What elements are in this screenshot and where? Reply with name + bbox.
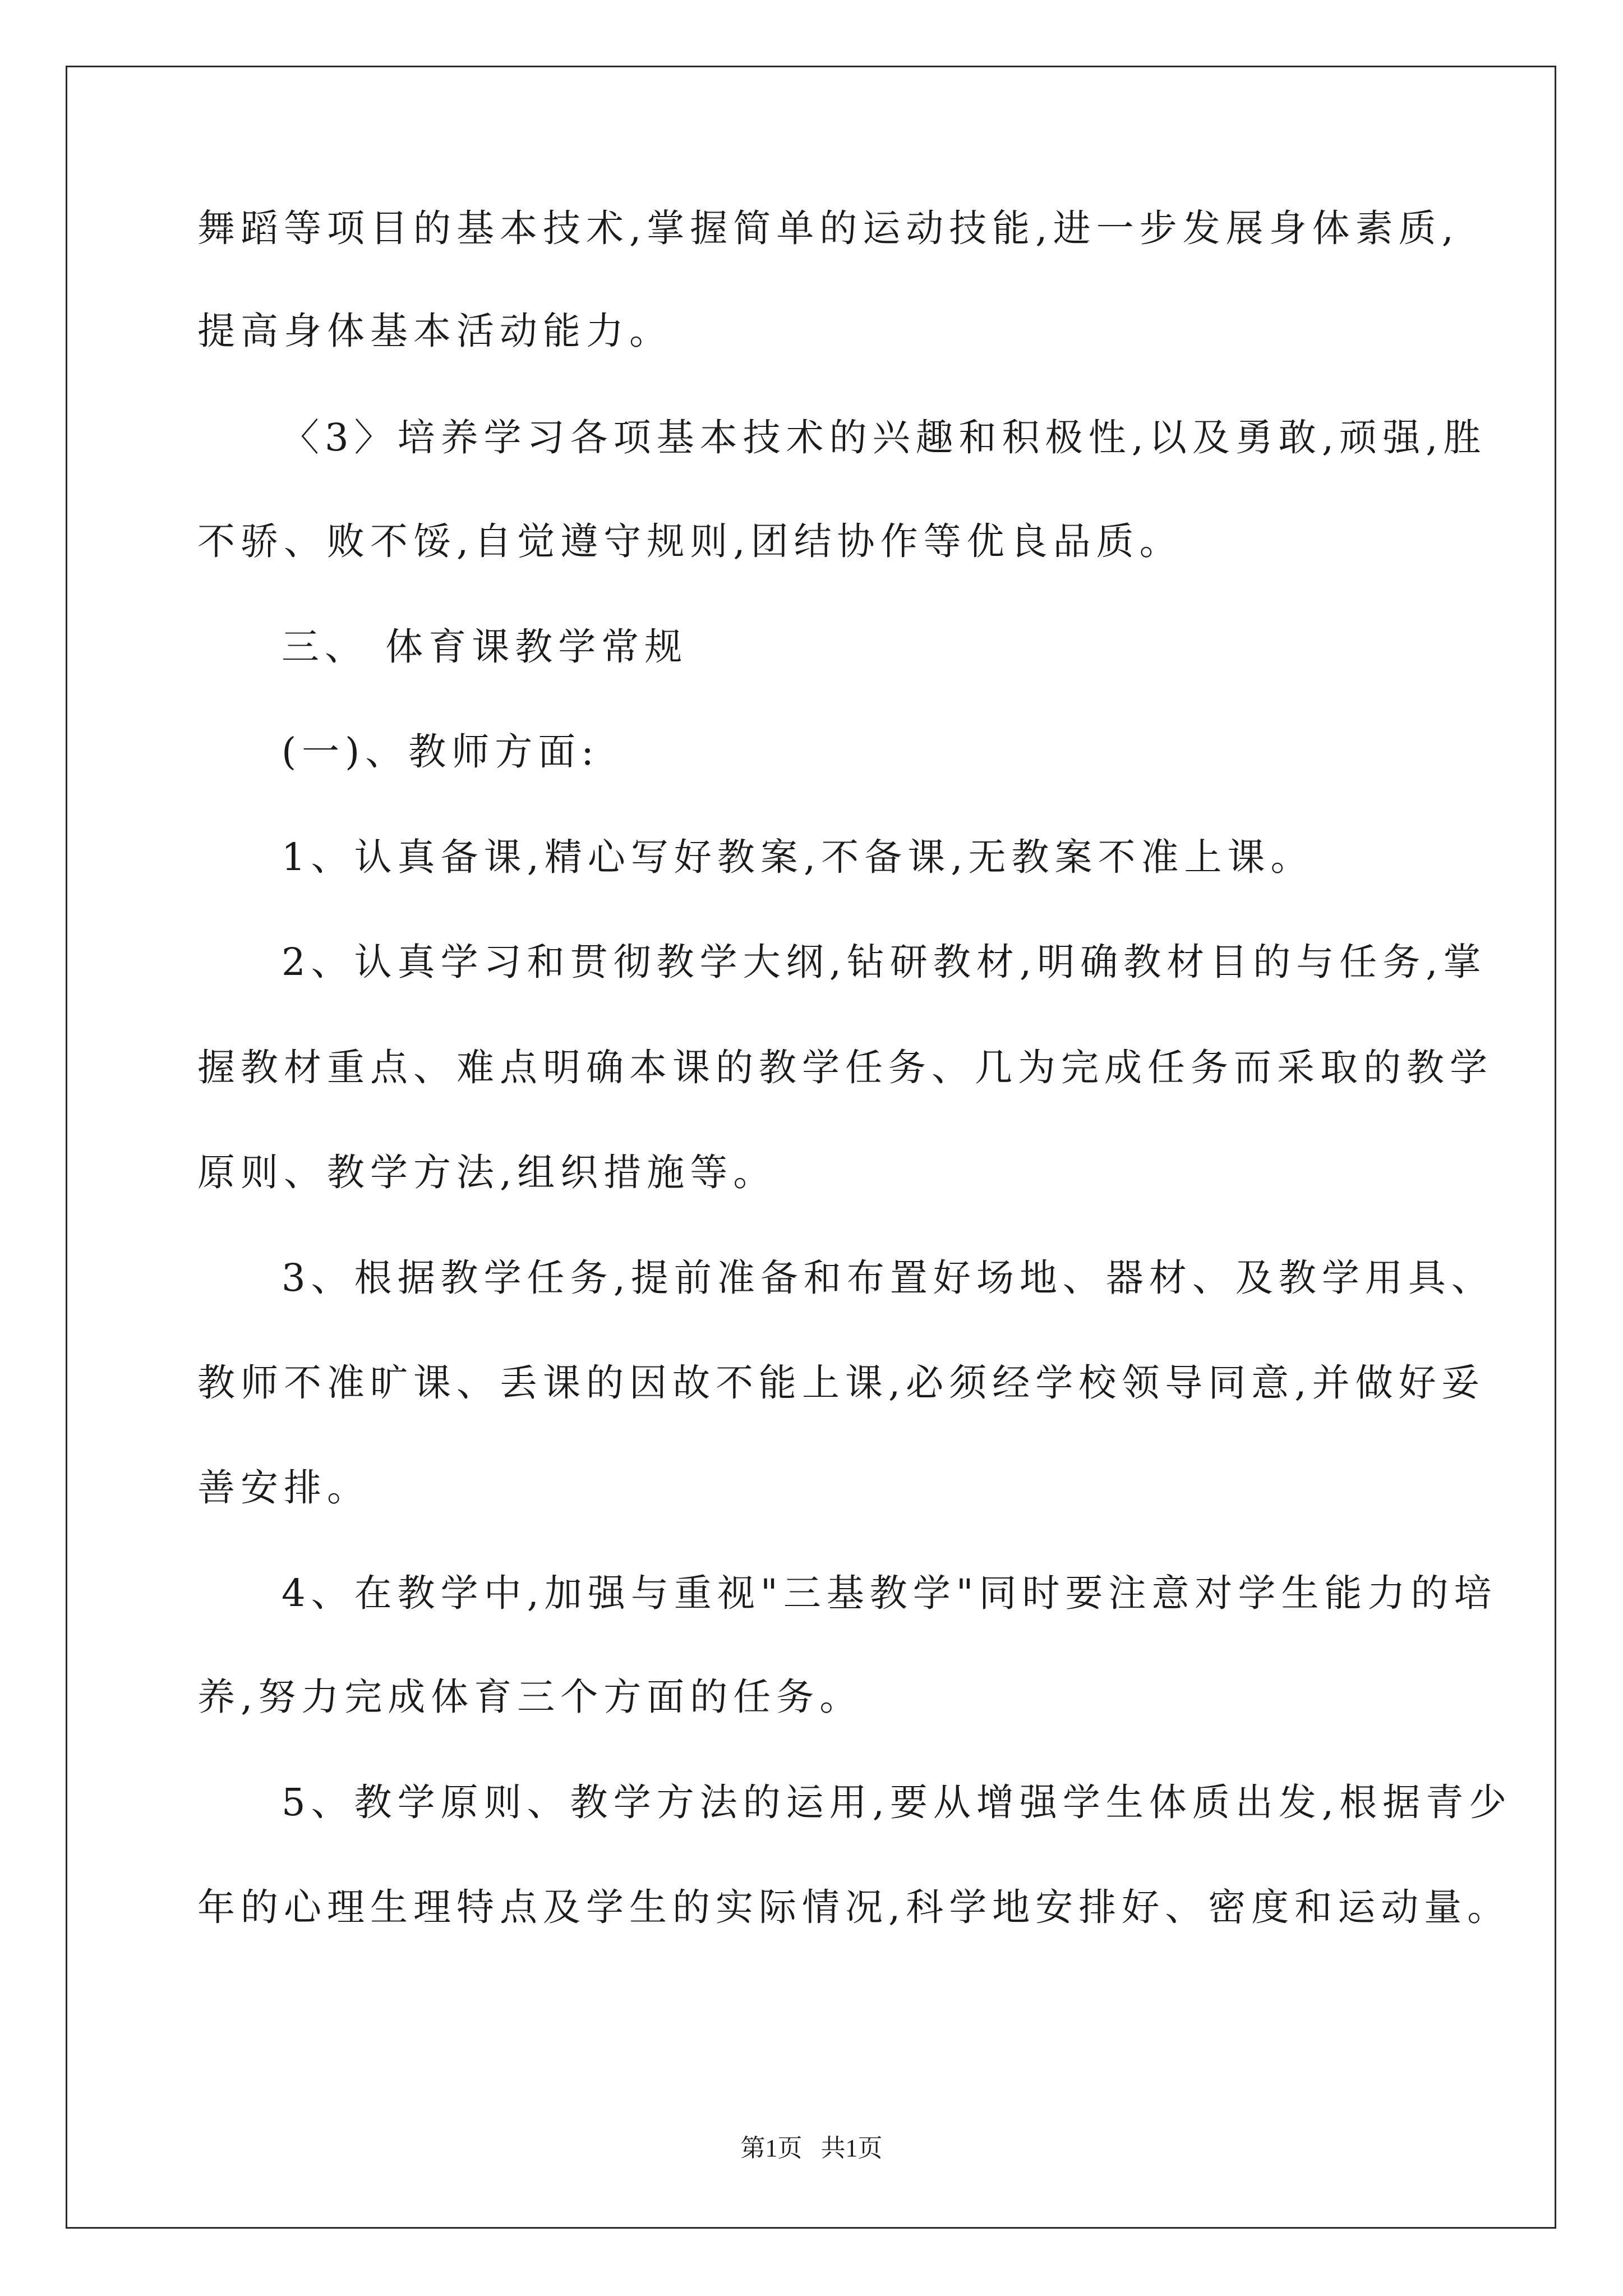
text-line: 3、根据教学任务,提前准备和布置好场地、器材、及教学用具、 (282, 1256, 1495, 1300)
text-line: 不骄、败不馁,自觉遵守规则,团结协作等优良品质。 (197, 519, 1183, 563)
text-line: 三、 体育课教学常规 (282, 625, 688, 669)
text-line: 教师不准旷课、丢课的因故不能上课,必须经学校领导同意,并做好妥 (197, 1361, 1485, 1405)
text-line: 4、在教学中,加强与重视"三基教学"同时要注意对学生能力的培 (282, 1571, 1497, 1615)
text-line: 原则、教学方法,组织措施等。 (197, 1151, 777, 1194)
text-line: (一)、教师方面: (282, 730, 600, 774)
text-line: 年的心理生理特点及学生的实际情况,科学地安排好、密度和运动量。 (197, 1885, 1511, 1929)
text-line: 5、教学原则、教学方法的运用,要从增强学生体质出发,根据青少 (282, 1780, 1513, 1824)
text-line: 提高身体基本活动能力。 (197, 309, 672, 353)
page-footer: 第1页 共1页 (740, 2134, 883, 2162)
text-line: 舞蹈等项目的基本技术,掌握简单的运动技能,进一步发展身体素质, (197, 206, 1459, 250)
text-line: 1、认真备课,精心写好教案,不备课,无教案不准上课。 (282, 835, 1314, 879)
text-line: 养,努力完成体育三个方面的任务。 (197, 1675, 863, 1719)
text-line: 〈3〉培养学习各项基本技术的兴趣和积极性,以及勇敢,顽强,胜 (282, 416, 1487, 459)
text-line: 善安排。 (197, 1466, 370, 1510)
text-line: 2、认真学习和贯彻教学大纲,钻研教材,明确教材目的与任务,掌 (282, 940, 1487, 984)
text-line: 握教材重点、难点明确本课的教学任务、几为完成任务而采取的教学 (197, 1046, 1493, 1089)
